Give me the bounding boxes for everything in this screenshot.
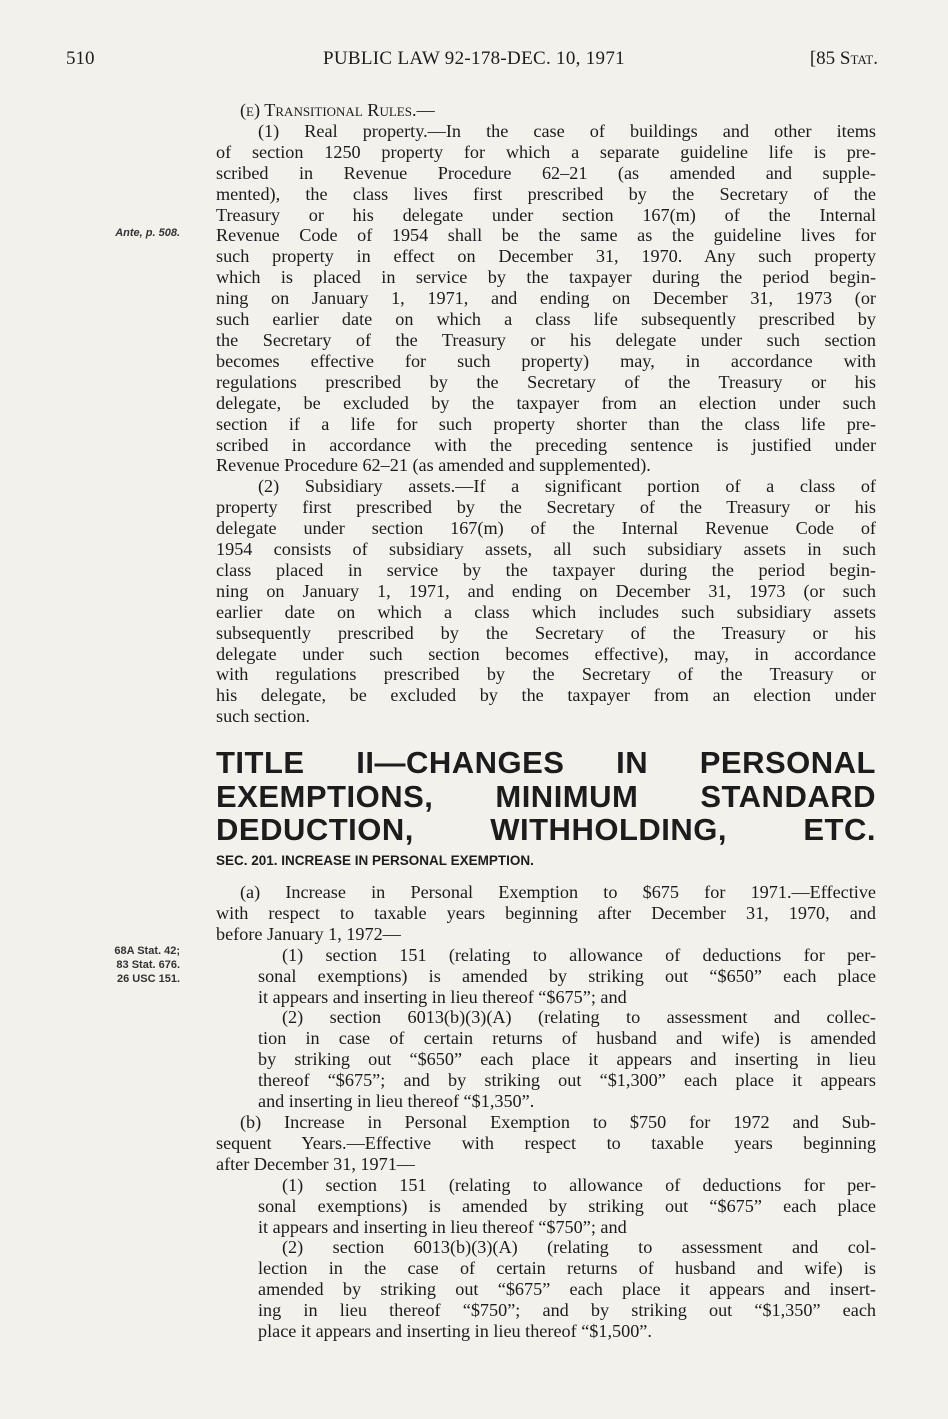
text-line: (1) section 151 (relating to allowance of deductions for per- [282,944,876,965]
title-word: EXEMPTIONS, [216,778,434,814]
text-line: by striking out “$650” each place it appears and inserting in lieu [258,1049,876,1070]
text-line: the Secretary of the Treasury or his delegate under such section [216,329,876,350]
text-line: it appears and inserting in lieu thereof “$750”; and [258,1216,627,1237]
text-line: such section. [216,706,310,727]
text-line: such earlier date on which a class life subsequently prescribed by [216,309,876,330]
section-e-heading: (e) Transitional Rules.— [240,100,435,120]
subsection-a-1 [216,945,876,1008]
subsection-a [216,882,876,945]
page-header [0,48,948,78]
text-line: class placed in service by the taxpayer during the period begin- [216,559,876,580]
margin-note-line: 68A Stat. 42; [114,945,180,957]
text-line: delegate under such section becomes effective), may, in accordance [216,643,876,664]
text-line: regulations prescribed by the Secretary of the Treasury or his [216,371,876,392]
text-line: (2) section 6013(b)(3)(A) (relating to assessment and collec- [282,1007,876,1028]
title-word: MINIMUM [495,778,639,814]
text-line: Revenue Procedure 62–21 (as amended and supplemented). [216,455,651,476]
text-line: (1) section 151 (relating to allowance of deductions for per- [282,1174,876,1195]
text-line: Treasury or his delegate under section 167(m) of the Internal [216,204,876,225]
text-line: with respect to taxable years beginning after December 31, 1970, and [216,902,876,923]
text-line: becomes effective for such property) may, in accordance with [216,350,876,371]
title-word: STANDARD [700,778,876,814]
text-line: delegate, be excluded by the taxpayer from an election under such [216,392,876,413]
text-line: (b) Increase in Personal Exemption to $750 for 1972 and Sub- [240,1111,876,1132]
text-line: such property in effect on December 31, 1970. Any such property [216,246,876,267]
text-line: it appears and inserting in lieu thereof “$675”; and [258,986,627,1007]
section-e [216,100,876,727]
title-word: II—CHANGES [356,745,565,780]
text-line: sonal exemptions) is amended by striking out “$675” each place [258,1195,876,1216]
text-line: sonal exemptions) is amended by striking out “$650” each place [258,965,876,986]
title-word: ETC. [803,812,876,847]
text-line: with regulations prescribed by the Secretary of the Treasury or [216,664,876,685]
text-line: (2) Subsidiary assets.—If a significant portion of a class of [258,476,876,497]
title-word: IN [616,745,649,780]
margin-note-line: 26 USC 151. [117,973,180,985]
text-line: (2) section 6013(b)(3)(A) (relating to assessment and col- [282,1237,876,1258]
title-line-2 [216,780,876,814]
text-line: earlier date on which a class which includes such subsidiary assets [216,601,876,622]
text-line: 1954 consists of subsidiary assets, all such subsidiary assets in such [216,539,876,560]
text-line: property first prescribed by the Secretary of the Treasury or his [216,497,876,518]
running-title: PUBLIC LAW 92-178-DEC. 10, 1971 [323,48,625,69]
text-line: Revenue Code of 1954 shall be the same as the guideline lives for [216,225,876,246]
text-line: before January 1, 1972— [216,923,401,944]
text-line: and inserting in lieu thereof “$1,350”. [258,1091,535,1112]
title-line-1 [216,746,876,780]
text-line: after December 31, 1971— [216,1153,415,1174]
subsection-b-2 [216,1237,876,1342]
title-line-3 [216,813,876,847]
title-word: PERSONAL [699,745,876,780]
text-line: (1) Real property.—In the case of buildings and other items [258,120,876,141]
title-ii-heading [216,746,876,847]
text-line: delegate under section 167(m) of the Internal Revenue Code of [216,518,876,539]
statute-reference: [85 Stat. [809,48,878,69]
paragraph-real-property [216,121,876,476]
page-number: 510 [66,48,95,69]
text-line: subsequently prescribed by the Secretary of the Treasury or his [216,622,876,643]
title-word: TITLE [216,745,305,780]
text-line: sequent Years.—Effective with respect to taxable years beginning [216,1132,876,1153]
text-line: scribed in accordance with the preceding sentence is justified under [216,434,876,455]
text-line: ning on January 1, 1971, and ending on December 31, 1973 (or [216,288,876,309]
section-201-heading: SEC. 201. INCREASE IN PERSONAL EXEMPTION. [216,853,534,868]
text-line: of section 1250 property for which a separate guideline life is pre- [216,141,876,162]
margin-note-line: 83 Stat. 676. [116,959,180,971]
text-line: (a) Increase in Personal Exemption to $675 for 1971.—Effective [240,882,876,902]
text-line: ing in lieu thereof “$750”; and by striking out “$1,350” each [258,1300,876,1321]
title-word: DEDUCTION, [216,812,414,847]
text-line: thereof “$675”; and by striking out “$1,300” each place it appears [258,1070,876,1091]
text-line: mented), the class lives first prescribed by the Secretary of the [216,183,876,204]
section-201-body [216,882,876,1342]
subsection-b-1 [216,1175,876,1238]
title-word: WITHHOLDING, [490,812,727,847]
text-line: place it appears and inserting in lieu thereof “$1,500”. [258,1321,652,1342]
text-line: scribed in Revenue Procedure 62–21 (as amended and supple- [216,162,876,183]
text-line: tion in case of certain returns of husband and wife) is amended [258,1028,876,1049]
margin-note-statutes [40,944,180,986]
subsection-a-2 [216,1007,876,1112]
text-line: lection in the case of certain returns of husband and wife) is [258,1258,876,1279]
subsection-b [216,1112,876,1175]
text-line: his delegate, be excluded by the taxpayer from an election under [216,685,876,706]
text-line: section if a life for such property shorter than the class life pre- [216,413,876,434]
text-line: which is placed in service by the taxpayer during the period begin- [216,267,876,288]
text-line: amended by striking out “$675” each place it appears and insert- [258,1279,876,1300]
margin-note-ante: Ante, p. 508. [115,227,180,239]
paragraph-subsidiary-assets [216,476,876,727]
text-line: ning on January 1, 1971, and ending on December 31, 1973 (or such [216,580,876,601]
